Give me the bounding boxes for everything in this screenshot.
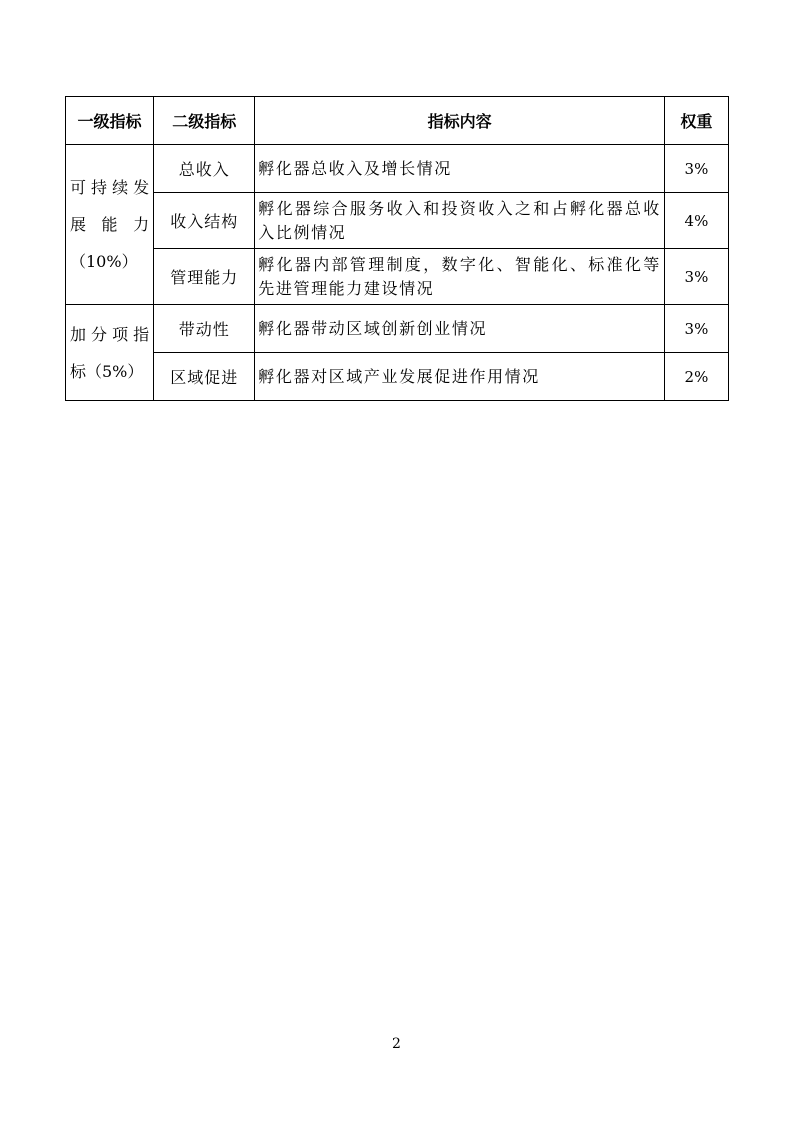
weight-cell: 3%	[664, 145, 728, 193]
table-row	[66, 249, 729, 305]
level1-bonus	[66, 305, 154, 401]
content-cell: 孵化器总收入及增长情况	[255, 145, 665, 193]
header-level1: 一级指标	[66, 97, 154, 145]
content-cell: 孵化器带动区域创新创业情况	[255, 305, 665, 353]
level1-line: 加分项指	[70, 324, 150, 344]
level2-cell: 管理能力	[154, 249, 255, 305]
table-row	[66, 145, 729, 193]
page-number: 2	[392, 1036, 401, 1052]
table-row	[66, 193, 729, 249]
weight-cell: 3%	[664, 249, 728, 305]
weight-cell: 4%	[664, 193, 728, 249]
table-header-row	[66, 97, 729, 145]
content-cell: 孵化器综合服务收入和投资收入之和占孵化器总收入比例情况	[255, 193, 665, 249]
content-cell: 孵化器对区域产业发展促进作用情况	[255, 353, 665, 401]
level1-line: 标（5%）	[70, 361, 144, 381]
header-level2: 二级指标	[154, 97, 255, 145]
level2-cell: 总收入	[154, 145, 255, 193]
level1-line: （10%）	[70, 252, 138, 271]
level1-line: 展 能 力	[70, 215, 150, 234]
level2-cell: 收入结构	[154, 193, 255, 249]
level1-sustainability	[66, 145, 154, 305]
header-weight: 权重	[664, 97, 728, 145]
table-row	[66, 305, 729, 353]
indicator-table	[65, 96, 729, 401]
level1-line: 可持续发	[70, 178, 150, 197]
level2-cell: 带动性	[154, 305, 255, 353]
header-content: 指标内容	[255, 97, 665, 145]
level2-cell: 区域促进	[154, 353, 255, 401]
content-cell: 孵化器内部管理制度，数字化、智能化、标准化等先进管理能力建设情况	[255, 249, 665, 305]
table-row	[66, 353, 729, 401]
weight-cell: 2%	[664, 353, 728, 401]
weight-cell: 3%	[664, 305, 728, 353]
